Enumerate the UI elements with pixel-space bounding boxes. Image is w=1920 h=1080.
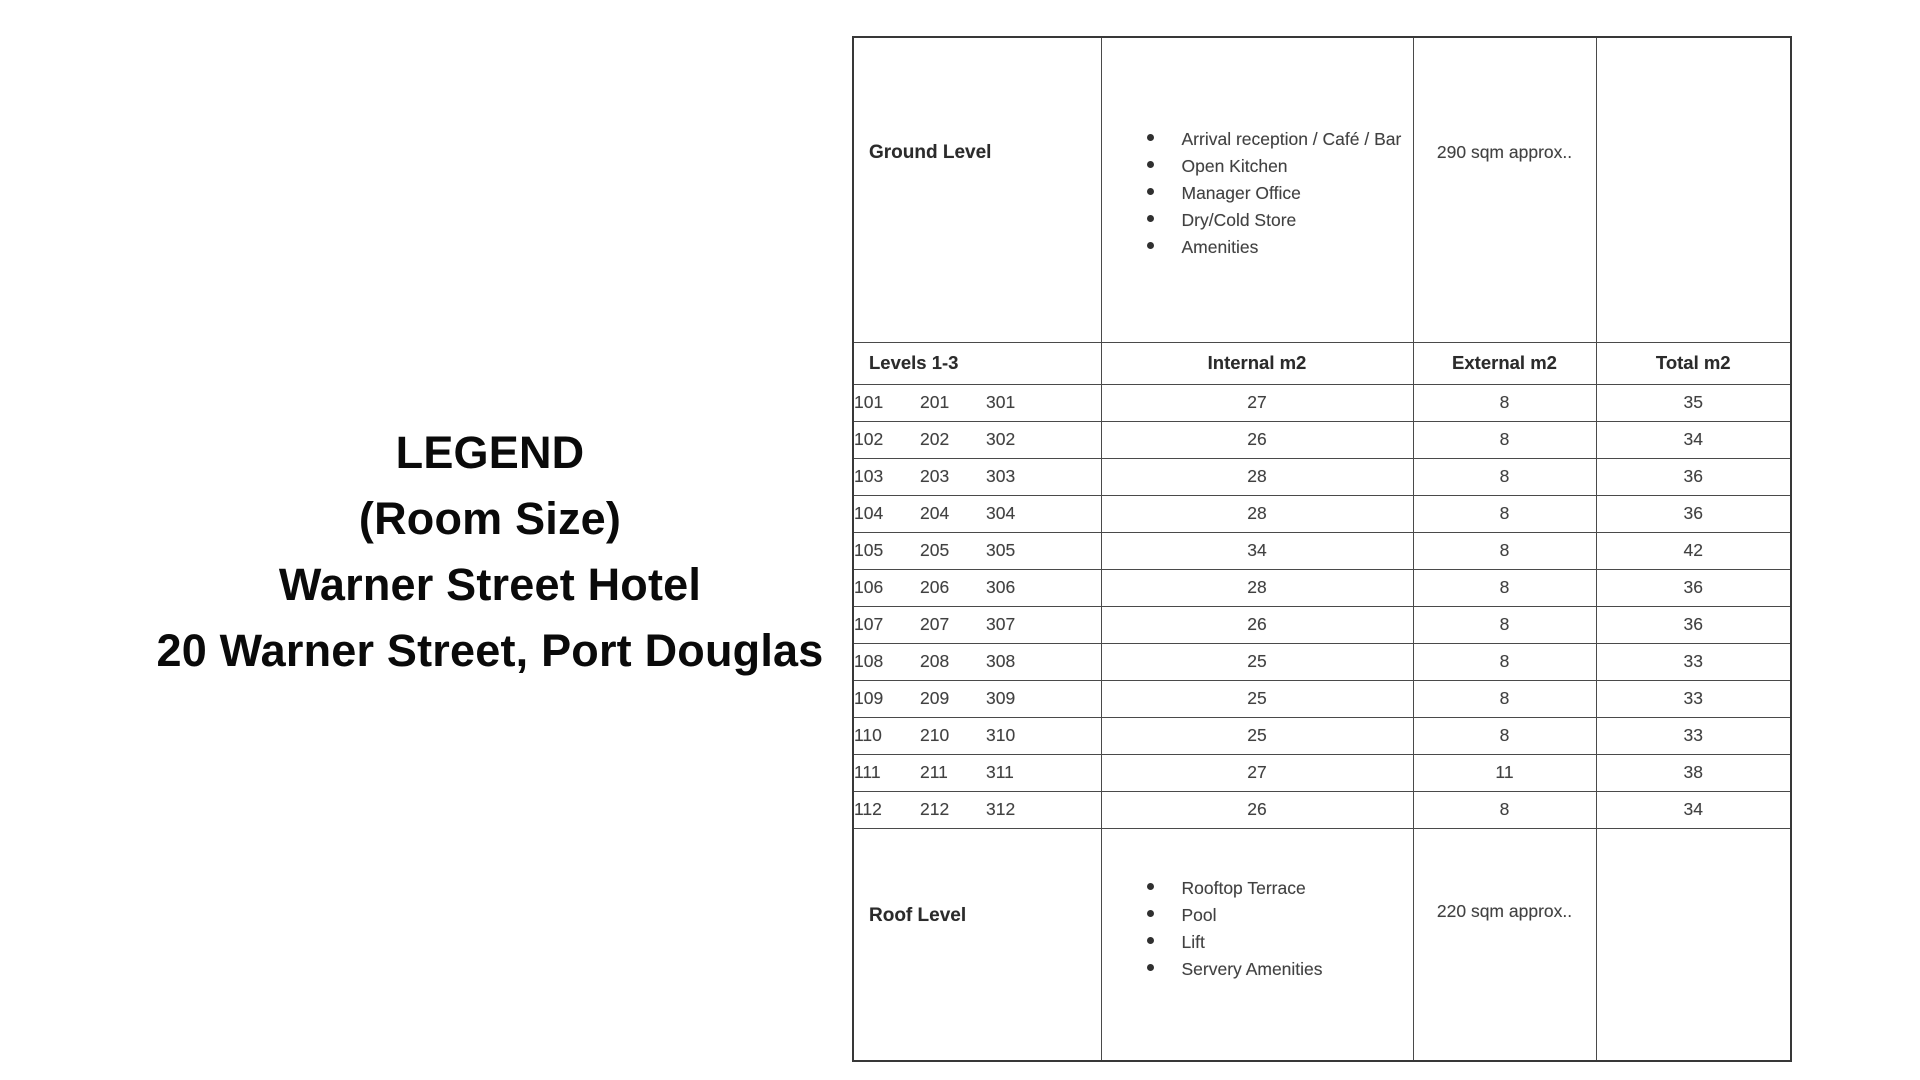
room-number-level1: 103 bbox=[854, 466, 884, 486]
internal-m2-cell: 28 bbox=[1101, 458, 1413, 495]
room-number-level3: 309 bbox=[986, 688, 1016, 708]
room-numbers-cell bbox=[853, 384, 1101, 421]
internal-m2-cell: 25 bbox=[1101, 643, 1413, 680]
room-number-level3: 310 bbox=[986, 725, 1016, 745]
external-m2-cell: 8 bbox=[1413, 680, 1596, 717]
room-number-level3: 305 bbox=[986, 540, 1016, 560]
external-m2-cell: 8 bbox=[1413, 791, 1596, 828]
ground-level-label-cell bbox=[853, 37, 1101, 342]
feature-item bbox=[1147, 207, 1413, 234]
header-total-m2: Total m2 bbox=[1596, 342, 1791, 384]
table-row bbox=[853, 458, 1791, 495]
external-m2-cell: 8 bbox=[1413, 532, 1596, 569]
table-row bbox=[853, 643, 1791, 680]
external-m2-cell: 8 bbox=[1413, 421, 1596, 458]
total-m2-cell: 33 bbox=[1596, 680, 1791, 717]
internal-m2-cell: 25 bbox=[1101, 680, 1413, 717]
room-numbers-cell bbox=[853, 643, 1101, 680]
feature-item bbox=[1147, 126, 1413, 153]
room-numbers-cell bbox=[853, 569, 1101, 606]
room-number-level3: 307 bbox=[986, 614, 1016, 634]
room-number-level1: 106 bbox=[854, 577, 884, 597]
feature-label: Pool bbox=[1181, 904, 1217, 925]
room-numbers-cell bbox=[853, 421, 1101, 458]
room-number-level1: 107 bbox=[854, 614, 884, 634]
feature-label: Dry/Cold Store bbox=[1181, 210, 1297, 230]
bullet-icon bbox=[1147, 883, 1154, 890]
bullet-icon bbox=[1147, 161, 1154, 168]
internal-m2-cell: 25 bbox=[1101, 717, 1413, 754]
total-m2-cell: 36 bbox=[1596, 495, 1791, 532]
feature-label: Open Kitchen bbox=[1181, 156, 1288, 176]
feature-item bbox=[1147, 902, 1413, 929]
room-numbers-cell bbox=[853, 717, 1101, 754]
internal-m2-cell: 27 bbox=[1101, 384, 1413, 421]
total-m2-cell: 34 bbox=[1596, 421, 1791, 458]
room-number-level1: 104 bbox=[854, 503, 884, 523]
ground-level-empty-cell bbox=[1596, 37, 1791, 342]
ground-level-area-cell bbox=[1413, 37, 1596, 342]
ground-level-label: Ground Level bbox=[869, 142, 992, 163]
feature-label: Amenities bbox=[1181, 237, 1259, 257]
roof-level-area: 220 sqm approx.. bbox=[1436, 900, 1573, 921]
table-row bbox=[853, 606, 1791, 643]
room-number-level1: 109 bbox=[854, 688, 884, 708]
total-m2-cell: 33 bbox=[1596, 717, 1791, 754]
bullet-icon bbox=[1147, 215, 1154, 222]
room-number-level2: 210 bbox=[920, 725, 950, 745]
room-number-level3: 312 bbox=[986, 799, 1016, 819]
internal-m2-cell: 27 bbox=[1101, 754, 1413, 791]
feature-label: Servery Amenities bbox=[1181, 958, 1323, 979]
table-row bbox=[853, 495, 1791, 532]
bullet-icon bbox=[1147, 964, 1154, 971]
room-number-level2: 205 bbox=[920, 540, 950, 560]
room-number-level3: 308 bbox=[986, 651, 1016, 671]
roof-feature-list bbox=[1102, 829, 1413, 983]
external-m2-cell: 11 bbox=[1413, 754, 1596, 791]
ground-feature-list bbox=[1102, 38, 1413, 261]
table-row bbox=[853, 717, 1791, 754]
room-number-level1: 112 bbox=[854, 799, 882, 819]
room-number-level1: 101 bbox=[854, 392, 884, 412]
header-levels: Levels 1-3 bbox=[853, 342, 1101, 384]
legend-line: LEGEND bbox=[395, 427, 585, 478]
room-number-level2: 203 bbox=[920, 466, 950, 486]
total-m2-cell: 36 bbox=[1596, 458, 1791, 495]
roof-level-label: Roof Level bbox=[869, 904, 967, 926]
external-m2-cell: 8 bbox=[1413, 606, 1596, 643]
room-number-level1: 111 bbox=[854, 762, 881, 782]
feature-label: Rooftop Terrace bbox=[1181, 877, 1306, 898]
feature-item bbox=[1147, 956, 1413, 983]
bullet-icon bbox=[1147, 937, 1154, 944]
total-m2-cell: 36 bbox=[1596, 606, 1791, 643]
roof-level-label-cell bbox=[853, 828, 1101, 1061]
room-number-level3: 306 bbox=[986, 577, 1016, 597]
ground-level-row bbox=[853, 37, 1791, 342]
total-m2-cell: 42 bbox=[1596, 532, 1791, 569]
legend-line: Warner Street Hotel bbox=[278, 559, 702, 610]
room-number-level1: 102 bbox=[854, 429, 884, 449]
total-m2-cell: 33 bbox=[1596, 643, 1791, 680]
room-numbers-cell bbox=[853, 754, 1101, 791]
table-row bbox=[853, 532, 1791, 569]
total-m2-cell: 34 bbox=[1596, 791, 1791, 828]
room-number-level2: 202 bbox=[920, 429, 950, 449]
external-m2-cell: 8 bbox=[1413, 495, 1596, 532]
roof-level-row bbox=[853, 828, 1791, 1061]
room-numbers-cell bbox=[853, 791, 1101, 828]
room-number-level1: 110 bbox=[854, 725, 882, 745]
roof-level-empty-cell bbox=[1596, 828, 1791, 1061]
room-number-level2: 211 bbox=[920, 762, 948, 782]
room-number-level3: 302 bbox=[986, 429, 1016, 449]
feature-item bbox=[1147, 875, 1413, 902]
roof-level-features-cell bbox=[1101, 828, 1413, 1061]
total-m2-cell: 36 bbox=[1596, 569, 1791, 606]
table-row bbox=[853, 384, 1791, 421]
legend-block bbox=[40, 420, 940, 684]
legend-line: (Room Size) bbox=[358, 493, 622, 544]
external-m2-cell: 8 bbox=[1413, 384, 1596, 421]
total-m2-cell: 38 bbox=[1596, 754, 1791, 791]
room-number-level3: 301 bbox=[986, 392, 1016, 412]
legend-line: 20 Warner Street, Port Douglas bbox=[156, 625, 824, 676]
bullet-icon bbox=[1147, 242, 1154, 249]
internal-m2-cell: 28 bbox=[1101, 569, 1413, 606]
internal-m2-cell: 26 bbox=[1101, 606, 1413, 643]
room-number-level1: 108 bbox=[854, 651, 884, 671]
room-number-level2: 206 bbox=[920, 577, 950, 597]
room-number-level2: 201 bbox=[920, 392, 950, 412]
feature-item bbox=[1147, 234, 1413, 261]
external-m2-cell: 8 bbox=[1413, 717, 1596, 754]
room-number-level2: 207 bbox=[920, 614, 950, 634]
ground-level-features-cell bbox=[1101, 37, 1413, 342]
room-number-level2: 209 bbox=[920, 688, 950, 708]
feature-label: Lift bbox=[1181, 931, 1205, 952]
room-number-level2: 208 bbox=[920, 651, 950, 671]
feature-item bbox=[1147, 180, 1413, 207]
table-row bbox=[853, 421, 1791, 458]
internal-m2-cell: 34 bbox=[1101, 532, 1413, 569]
room-number-level2: 212 bbox=[920, 799, 950, 819]
table-row bbox=[853, 791, 1791, 828]
table-row bbox=[853, 569, 1791, 606]
roof-level-area-cell bbox=[1413, 828, 1596, 1061]
room-number-level3: 303 bbox=[986, 466, 1016, 486]
bullet-icon bbox=[1147, 188, 1154, 195]
total-m2-cell: 35 bbox=[1596, 384, 1791, 421]
room-number-level2: 204 bbox=[920, 503, 950, 523]
internal-m2-cell: 26 bbox=[1101, 421, 1413, 458]
room-numbers-cell bbox=[853, 680, 1101, 717]
room-number-level3: 311 bbox=[986, 762, 1014, 782]
internal-m2-cell: 28 bbox=[1101, 495, 1413, 532]
feature-item bbox=[1147, 929, 1413, 956]
room-numbers-cell bbox=[853, 532, 1101, 569]
external-m2-cell: 8 bbox=[1413, 643, 1596, 680]
feature-label: Manager Office bbox=[1181, 183, 1301, 203]
room-number-level3: 304 bbox=[986, 503, 1016, 523]
feature-item bbox=[1147, 153, 1413, 180]
bullet-icon bbox=[1147, 134, 1154, 141]
internal-m2-cell: 26 bbox=[1101, 791, 1413, 828]
external-m2-cell: 8 bbox=[1413, 569, 1596, 606]
ground-level-area: 290 sqm approx.. bbox=[1436, 142, 1573, 162]
room-numbers-cell bbox=[853, 606, 1101, 643]
external-m2-cell: 8 bbox=[1413, 458, 1596, 495]
room-size-table bbox=[852, 36, 1792, 1062]
header-external-m2: External m2 bbox=[1413, 342, 1596, 384]
header-internal-m2: Internal m2 bbox=[1101, 342, 1413, 384]
room-number-level1: 105 bbox=[854, 540, 884, 560]
room-numbers-cell bbox=[853, 458, 1101, 495]
bullet-icon bbox=[1147, 910, 1154, 917]
feature-label: Arrival reception / Café / Bar bbox=[1181, 129, 1402, 149]
table-row bbox=[853, 754, 1791, 791]
table-row bbox=[853, 680, 1791, 717]
room-numbers-cell bbox=[853, 495, 1101, 532]
table-header-row bbox=[853, 342, 1791, 384]
